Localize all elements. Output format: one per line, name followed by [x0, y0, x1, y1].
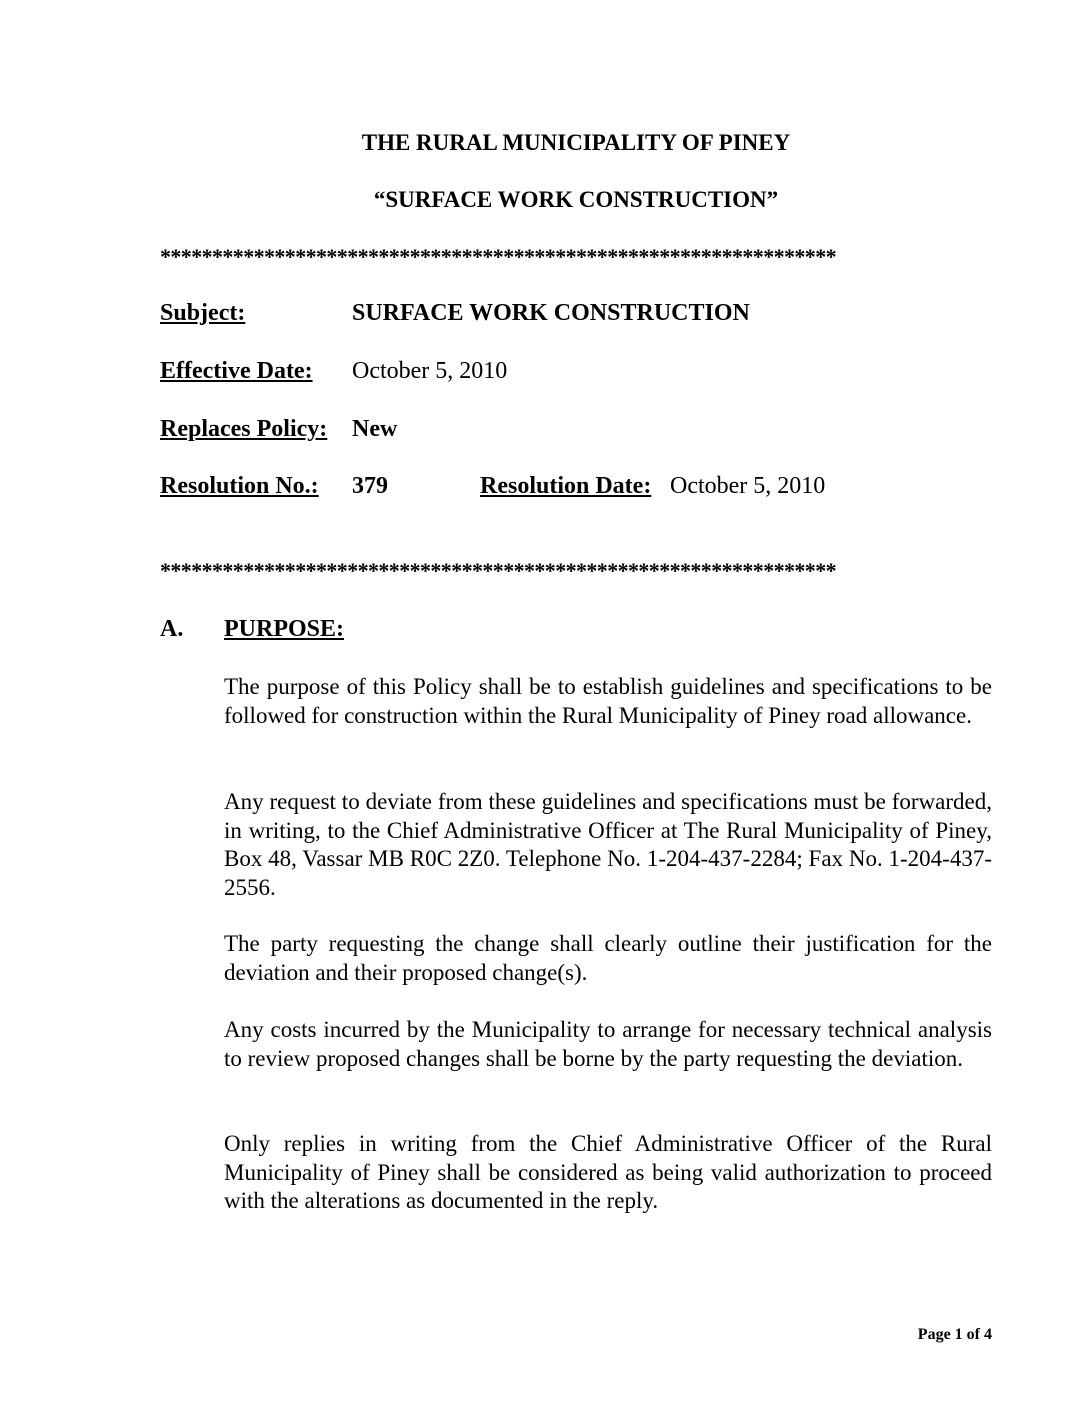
paragraph: The party requesting the change shall clearly outline their justification for the deviation and their proposed change(s).	[224, 931, 992, 985]
resolution-date-label: Resolution Date:	[480, 473, 652, 499]
separator-top: *****************************************************************	[160, 244, 837, 269]
resolution-date-value: October 5, 2010	[670, 473, 826, 499]
replaces-policy-value: New	[352, 416, 398, 442]
subject-label: Subject:	[160, 300, 246, 326]
effective-date-value: October 5, 2010	[352, 358, 508, 384]
section-title: PURPOSE:	[224, 616, 344, 642]
replaces-policy-label: Replaces Policy:	[160, 416, 328, 442]
paragraph: Only replies in writing from the Chief Administrative Officer of the Rural Municipality of Piney shall be considered as being valid authorization to proceed with the alterations as documented in the reply.	[224, 1131, 992, 1213]
paragraph: The purpose of this Policy shall be to establish guidelines and specifications to be followed for construction within the Rural Municipality of Piney road allowance.	[224, 674, 992, 728]
resolution-no-value: 379	[352, 473, 388, 499]
section-letter: A.	[160, 616, 184, 642]
resolution-no-label: Resolution No.:	[160, 473, 319, 499]
paragraph: Any request to deviate from these guidelines and specifications must be forwarded, in writing, to the Chief Administrative Officer at The Rural Municipality of Piney, Box 48, Vassar MB R0C 2Z0. Telephone No. 1-204-437-2284; Fax No. 1-204-437-2556.	[224, 789, 992, 900]
effective-date-label: Effective Date:	[160, 358, 313, 384]
document-title: THE RURAL MUNICIPALITY OF PINEY	[361, 130, 791, 155]
page-number: Page 1 of 4	[917, 1326, 992, 1343]
document-subtitle: “SURFACE WORK CONSTRUCTION”	[373, 187, 779, 212]
separator-bottom: *****************************************************************	[160, 558, 837, 583]
paragraph: Any costs incurred by the Municipality to arrange for necessary technical analysis to review proposed changes shall be borne by the party requesting the deviation.	[224, 1017, 992, 1071]
subject-value: SURFACE WORK CONSTRUCTION	[352, 300, 750, 326]
